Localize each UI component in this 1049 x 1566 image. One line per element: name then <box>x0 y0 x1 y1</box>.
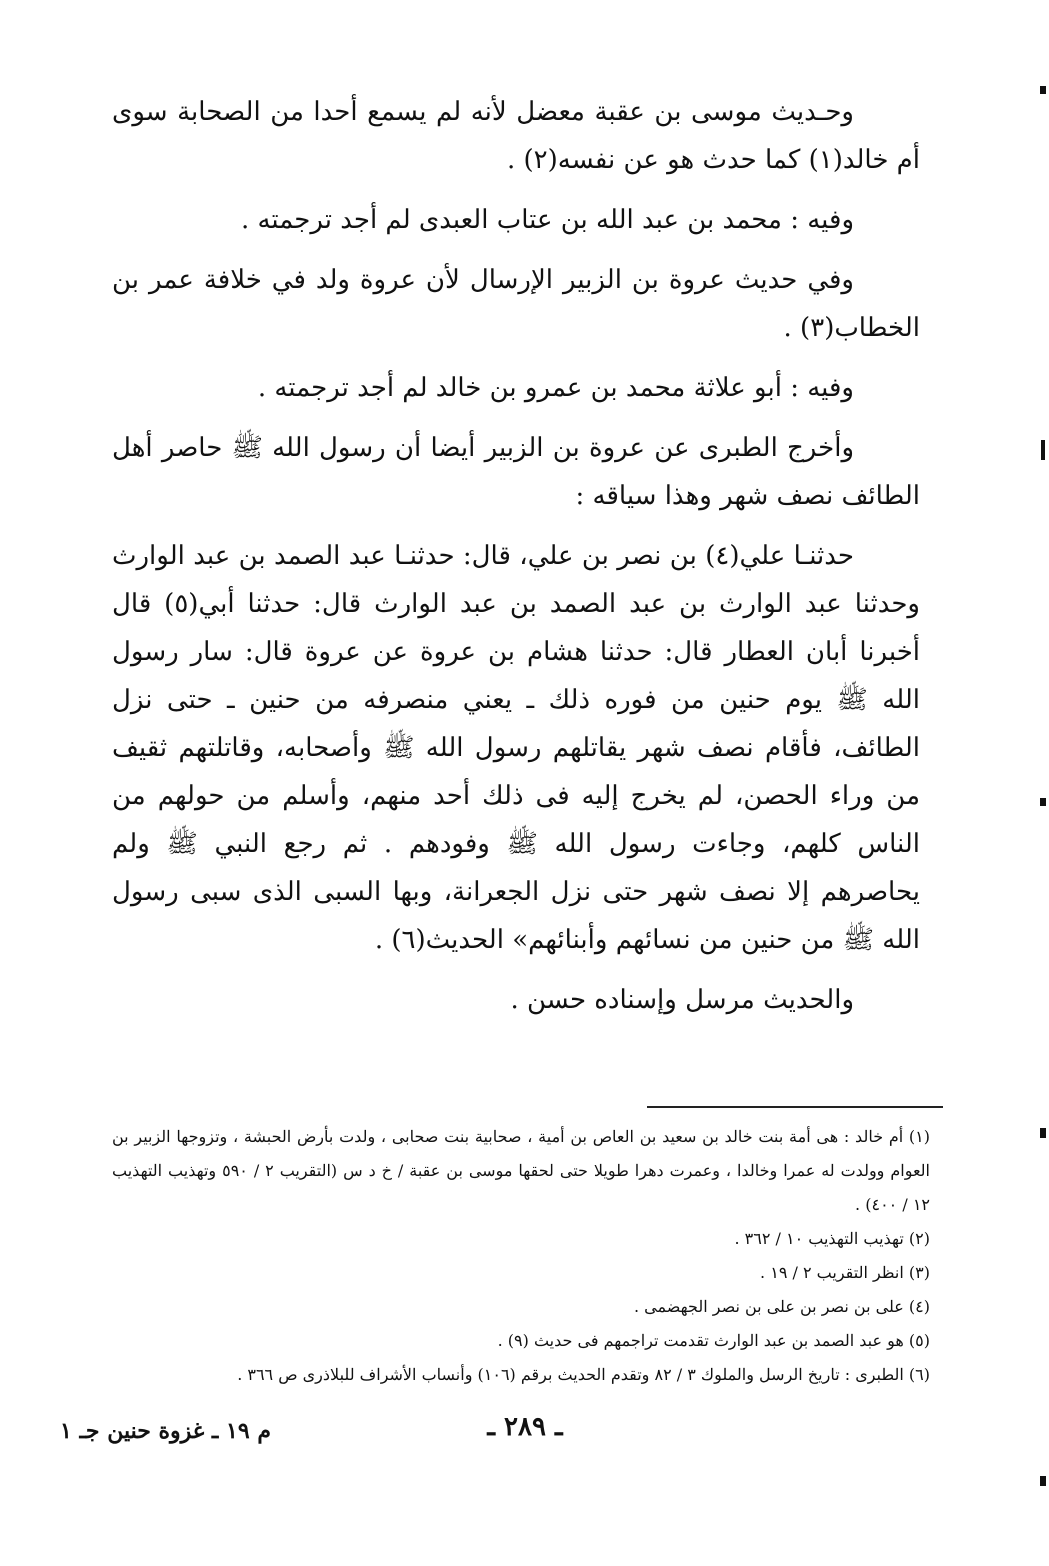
paragraph: وفي حديث عروة بن الزبير الإرسال لأن عروة ولد في خلافة عمر بن الخطاب(٣) . <box>112 265 920 343</box>
footnote: (٣) انظر التقريب ٢ / ١٩ . <box>760 1263 930 1282</box>
main-text <box>112 88 920 1036</box>
footnote-separator <box>647 1106 943 1108</box>
footnote: (٦) الطبرى : تاريخ الرسل والملوك ٣ / ٨٢ وتقدم الحديث برقم (١٠٦) وأنساب الأشراف للبلاذرى ص ٣٦٦ . <box>237 1365 930 1384</box>
paragraph: وأخرج الطبرى عن عروة بن الزبير أيضا أن رسول الله ﷺ حاصر أهل الطائف نصف شهر وهذا سياقه : <box>112 433 920 511</box>
paragraph: وفيه : أبو علاثة محمد بن عمرو بن خالد لم أجد ترجمته . <box>257 373 854 403</box>
scan-mark <box>1040 1476 1046 1486</box>
footnote: (٥) هو عبد الصمد بن عبد الوارث تقدمت تراجمهم فى حديث (٩) . <box>497 1331 930 1350</box>
scan-mark <box>1040 798 1046 806</box>
scan-mark <box>1040 86 1046 94</box>
page-number: ـ ٢٨٩ ـ <box>487 1412 563 1442</box>
scan-mark <box>1041 440 1045 460</box>
footnote: (٤) على بن نصر بن على بن نصر الجهضمى . <box>634 1297 930 1316</box>
footnotes <box>112 1120 930 1392</box>
signature-mark: م ١٩ ـ غزوة حنين جـ ١ <box>60 1418 271 1444</box>
scan-mark <box>1040 1128 1046 1138</box>
paragraph: وفيه : محمد بن عبد الله بن عتاب العبدى لم أجد ترجمته . <box>240 205 854 235</box>
footnote: (١) أم خالد : هى أمة بنت خالد بن سعيد بن العاص بن أمية ، صحابية بنت صحابى ، ولدت بأرض الحبشة ، وتزوجها الزبير بن العوام وولدت له عمرا وخالدا ، وعمرت دهرا طويلا حتى لحقها موسى بن عقبة / خ د س (التقريب ٢ / ٥٩٠ وتهذيب التهذيب ١٢ / ٤٠٠) . <box>112 1127 931 1214</box>
paragraph: والحديث مرسل وإسناده حسن . <box>510 985 854 1015</box>
footnote: (٢) تهذيب التهذيب ١٠ / ٣٦٢ . <box>734 1229 930 1248</box>
paragraph: وحـديث موسى بن عقبة معضل لأنه لم يسمع أحدا من الصحابة سوى أم خالد(١) كما حدث هو عن نفسه(٢) . <box>112 97 920 175</box>
paragraph: حدثنـا علي(٤) بن نصر بن علي، قال: حدثنـا عبد الصمد بن عبد الوارث وحدثنا عبد الوارث بن عبد الصمد بن عبد الوارث قال: حدثنا أبي(٥) قال أخبرنا أبان العطار قال: حدثنا هشام بن عروة عن عروة قال: سار رسول الله ﷺ يوم حنين من فوره ذلك ـ يعني منصرفه من حنين ـ حتى نزل الطائف، فأقام نصف شهر يقاتلهم رسول الله ﷺ وأصحابه، وقاتلتهم ثقيف من وراء الحصن، لم يخرج إليه فى ذلك أحد منهم، وأسلم من حولهم من الناس كلهم، وجاءت رسول الله ﷺ وفودهم . ثم رجع النبي ﷺ ولم يحاصرهم إلا نصف شهر حتى نزل الجعرانة، وبها السبى الذى سبى رسول الله ﷺ من حنين من نسائهم وأبنائهم» الحديث(٦) . <box>112 541 921 955</box>
